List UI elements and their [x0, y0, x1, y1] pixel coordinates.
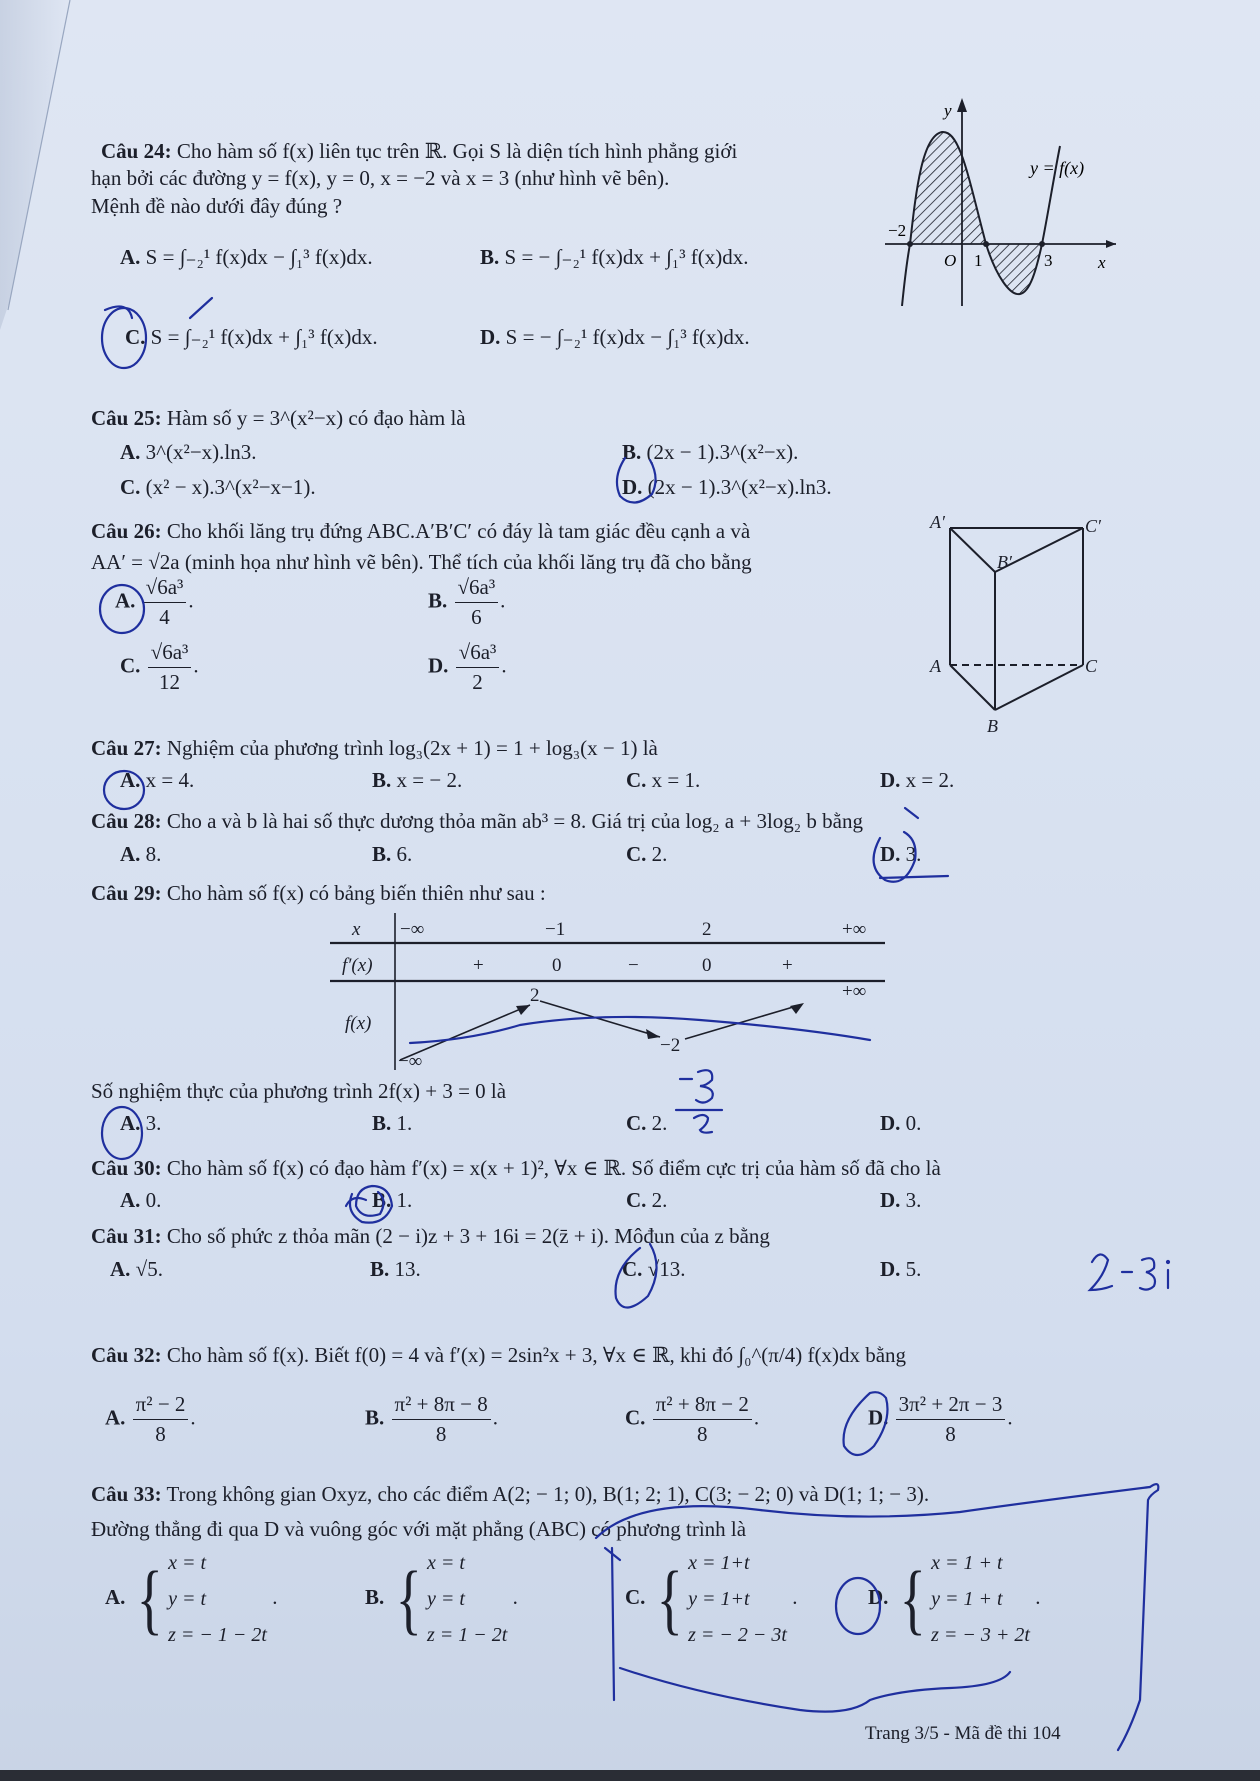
- option-d[interactable]: D. { x = 1 + t y = 1 + t z = − 3 + 2t .: [868, 1552, 1041, 1646]
- svg-text:A: A: [930, 656, 941, 676]
- function-graph-figure: [880, 96, 1120, 306]
- option-value: S = − ∫₋₂¹ f(x)dx + ∫₁³ f(x)dx.: [504, 245, 749, 269]
- option-d[interactable]: D. 3.: [880, 1188, 922, 1212]
- option-value: S = − ∫₋₂¹ f(x)dx − ∫₁³ f(x)dx.: [505, 325, 750, 349]
- y-axis-label: y: [944, 101, 952, 120]
- option-b[interactable]: B. S = − ∫₋₂¹ f(x)dx + ∫₁³ f(x)dx.: [480, 245, 749, 269]
- question-label: Câu 28:: [91, 809, 162, 833]
- option-a[interactable]: A. $\frac{\text{√6a³}}{4}$ .: [115, 575, 194, 629]
- curve-label: y = f(x): [1030, 158, 1085, 178]
- question-label: Câu 32:: [91, 1343, 162, 1367]
- option-d[interactable]: D. 0.: [880, 1111, 922, 1135]
- svg-text:O: O: [944, 251, 957, 270]
- option-c[interactable]: C. { x = 1+t y = 1+t z = − 2 − 3t .: [625, 1552, 798, 1646]
- svg-text:−∞: −∞: [398, 1051, 423, 1070]
- option-b[interactable]: B. 1.: [372, 1188, 413, 1212]
- option-a[interactable]: A. √5.: [110, 1257, 163, 1281]
- svg-text:+: +: [782, 955, 793, 976]
- svg-text:1: 1: [974, 251, 983, 270]
- svg-text:f′(x): f′(x): [342, 955, 373, 976]
- option-b[interactable]: B. (2x − 1).3^(x²−x).: [622, 440, 799, 464]
- svg-text:+∞: +∞: [842, 919, 867, 940]
- option-a[interactable]: A. 3.: [120, 1111, 162, 1135]
- option-d[interactable]: D. $\frac{\text{3π² + 2π − 3}}{8}$ .: [868, 1392, 1013, 1446]
- page-footer: Trang 3/5 - Mã đề thi 104: [865, 1723, 1061, 1744]
- option-c[interactable]: C. S = ∫₋₂¹ f(x)dx + ∫₁³ f(x)dx.: [125, 325, 378, 349]
- option-c[interactable]: C. x = 1.: [626, 768, 701, 792]
- svg-text:f(x): f(x): [345, 1013, 372, 1034]
- option-b[interactable]: B. 1.: [372, 1111, 413, 1135]
- option-b[interactable]: B. $\frac{\text{√6a³}}{6}$ .: [428, 575, 506, 629]
- option-a[interactable]: A. $\frac{\text{π² − 2}}{8}$ .: [105, 1392, 196, 1446]
- svg-text:−∞: −∞: [400, 919, 425, 940]
- question-text: Cho hàm số f(x). Biết f(0) = 4 và f′(x) = 2sin²x + 3, ∀x ∈ ℝ, khi đó ∫₀^(π/4) f(x)dx bằng: [166, 1343, 907, 1367]
- question-text: AA′ = √2a (minh họa như hình vẽ bên). Thể tích của khối lăng trụ đã cho bằng: [91, 550, 752, 574]
- svg-text:C′: C′: [1085, 516, 1101, 536]
- option-a[interactable]: A. S = ∫₋₂¹ f(x)dx − ∫₁³ f(x)dx.: [120, 245, 373, 269]
- variation-table: [330, 905, 890, 1070]
- svg-text:2: 2: [702, 919, 712, 940]
- question-text: Cho hàm số f(x) liên tục trên ℝ. Gọi S là diện tích hình phẳng giới: [176, 139, 738, 163]
- option-d[interactable]: D. x = 2.: [880, 768, 955, 792]
- option-b[interactable]: B. 13.: [370, 1257, 421, 1281]
- option-b[interactable]: B. { x = t y = t z = 1 − 2t .: [365, 1552, 518, 1646]
- option-a[interactable]: A. { x = t y = t z = − 1 − 2t .: [105, 1552, 278, 1646]
- option-value: S = ∫₋₂¹ f(x)dx − ∫₁³ f(x)dx.: [145, 245, 373, 269]
- svg-text:C: C: [1085, 656, 1098, 676]
- question-followup: Số nghiệm thực của phương trình 2f(x) + 3 = 0 là: [91, 1079, 507, 1103]
- svg-text:+∞: +∞: [842, 981, 867, 1002]
- option-c[interactable]: C. $\frac{\text{π² + 8π − 2}}{8}$ .: [625, 1392, 760, 1446]
- question-text: Đường thẳng đi qua D và vuông góc với mặt phẳng (ABC) có phương trình là: [91, 1517, 747, 1541]
- question-label: Câu 30:: [91, 1156, 162, 1180]
- svg-text:3: 3: [1044, 251, 1053, 270]
- question-label: Câu 25:: [91, 406, 162, 430]
- x-axis-label: x: [1098, 253, 1106, 272]
- svg-text:B′: B′: [997, 552, 1012, 572]
- svg-text:x: x: [352, 919, 361, 940]
- question-text: Mệnh đề nào dưới đây đúng ?: [91, 194, 343, 218]
- option-d[interactable]: D. (2x − 1).3^(x²−x).ln3.: [622, 475, 832, 499]
- question-text: Cho số phức z thỏa mãn (2 − i)z + 3 + 16i = 2(z̄ + i). Môđun của z bằng: [166, 1224, 770, 1248]
- svg-text:−1: −1: [545, 919, 566, 940]
- svg-text:2: 2: [530, 985, 540, 1006]
- option-b[interactable]: B. $\frac{\text{π² + 8π − 8}}{8}$ .: [365, 1392, 498, 1446]
- question-text: Trong không gian Oxyz, cho các điểm A(2; − 1; 0), B(1; 2; 1), C(3; − 2; 0) và D(1; 1; − 3).: [166, 1482, 930, 1506]
- option-d[interactable]: D. S = − ∫₋₂¹ f(x)dx − ∫₁³ f(x)dx.: [480, 325, 750, 349]
- svg-text:A′: A′: [930, 512, 945, 532]
- option-c[interactable]: C. $\frac{\text{√6a³}}{12}$ .: [120, 640, 199, 694]
- question-text: Cho khối lăng trụ đứng ABC.A′B′C′ có đáy là tam giác đều cạnh a và: [166, 519, 751, 543]
- svg-text:−2: −2: [660, 1035, 681, 1056]
- option-a[interactable]: A. 0.: [120, 1188, 162, 1212]
- option-value: S = ∫₋₂¹ f(x)dx + ∫₁³ f(x)dx.: [150, 325, 378, 349]
- option-c[interactable]: C. (x² − x).3^(x²−x−1).: [120, 475, 316, 499]
- svg-text:+: +: [473, 955, 484, 976]
- option-c[interactable]: C. 2.: [626, 1111, 668, 1135]
- option-c[interactable]: C. 2.: [626, 842, 668, 866]
- option-a[interactable]: A. x = 4.: [120, 768, 195, 792]
- bracket-bottom: [620, 1668, 1010, 1712]
- option-d[interactable]: D. 3.: [880, 842, 922, 866]
- svg-text:−2: −2: [888, 221, 907, 240]
- option-d[interactable]: D. 5.: [880, 1257, 922, 1281]
- question-label: Câu 31:: [91, 1224, 162, 1248]
- question-text: Cho hàm số f(x) có bảng biến thiên như sau :: [166, 881, 546, 905]
- option-d[interactable]: D. $\frac{\text{√6a³}}{2}$ .: [428, 640, 507, 694]
- question-text: Cho a và b là hai số thực dương thỏa mãn ab³ = 8. Giá trị của log₂ a + 3log₂ b bằng: [166, 809, 863, 833]
- svg-text:0: 0: [702, 955, 712, 976]
- question-text: Hàm số y = 3^(x²−x) có đạo hàm là: [166, 406, 466, 430]
- prism-figure: [925, 510, 1105, 735]
- question-text: hạn bởi các đường y = f(x), y = 0, x = −2 và x = 3 (như hình vẽ bên).: [91, 166, 670, 190]
- option-a[interactable]: A. 3^(x²−x).ln3.: [120, 440, 257, 464]
- svg-text:0: 0: [552, 955, 562, 976]
- question-label: Câu 33:: [91, 1482, 162, 1506]
- svg-text:B: B: [987, 716, 998, 735]
- question-label: Câu 27:: [91, 736, 162, 760]
- svg-text:−: −: [628, 955, 639, 976]
- question-label: Câu 29:: [91, 881, 162, 905]
- question-label: Câu 24:: [101, 139, 172, 163]
- option-c[interactable]: C. 2.: [626, 1188, 668, 1212]
- option-a[interactable]: A. 8.: [120, 842, 162, 866]
- option-b[interactable]: B. x = − 2.: [372, 768, 463, 792]
- question-text: Cho hàm số f(x) có đạo hàm f′(x) = x(x + 1)², ∀x ∈ ℝ. Số điểm cực trị của hàm số đã cho là: [166, 1156, 941, 1180]
- option-b[interactable]: B. 6.: [372, 842, 413, 866]
- question-text: Nghiệm của phương trình log₃(2x + 1) = 1 + log₃(x − 1) là: [166, 736, 658, 760]
- question-label: Câu 26:: [91, 519, 162, 543]
- option-c[interactable]: C. √13.: [622, 1257, 686, 1281]
